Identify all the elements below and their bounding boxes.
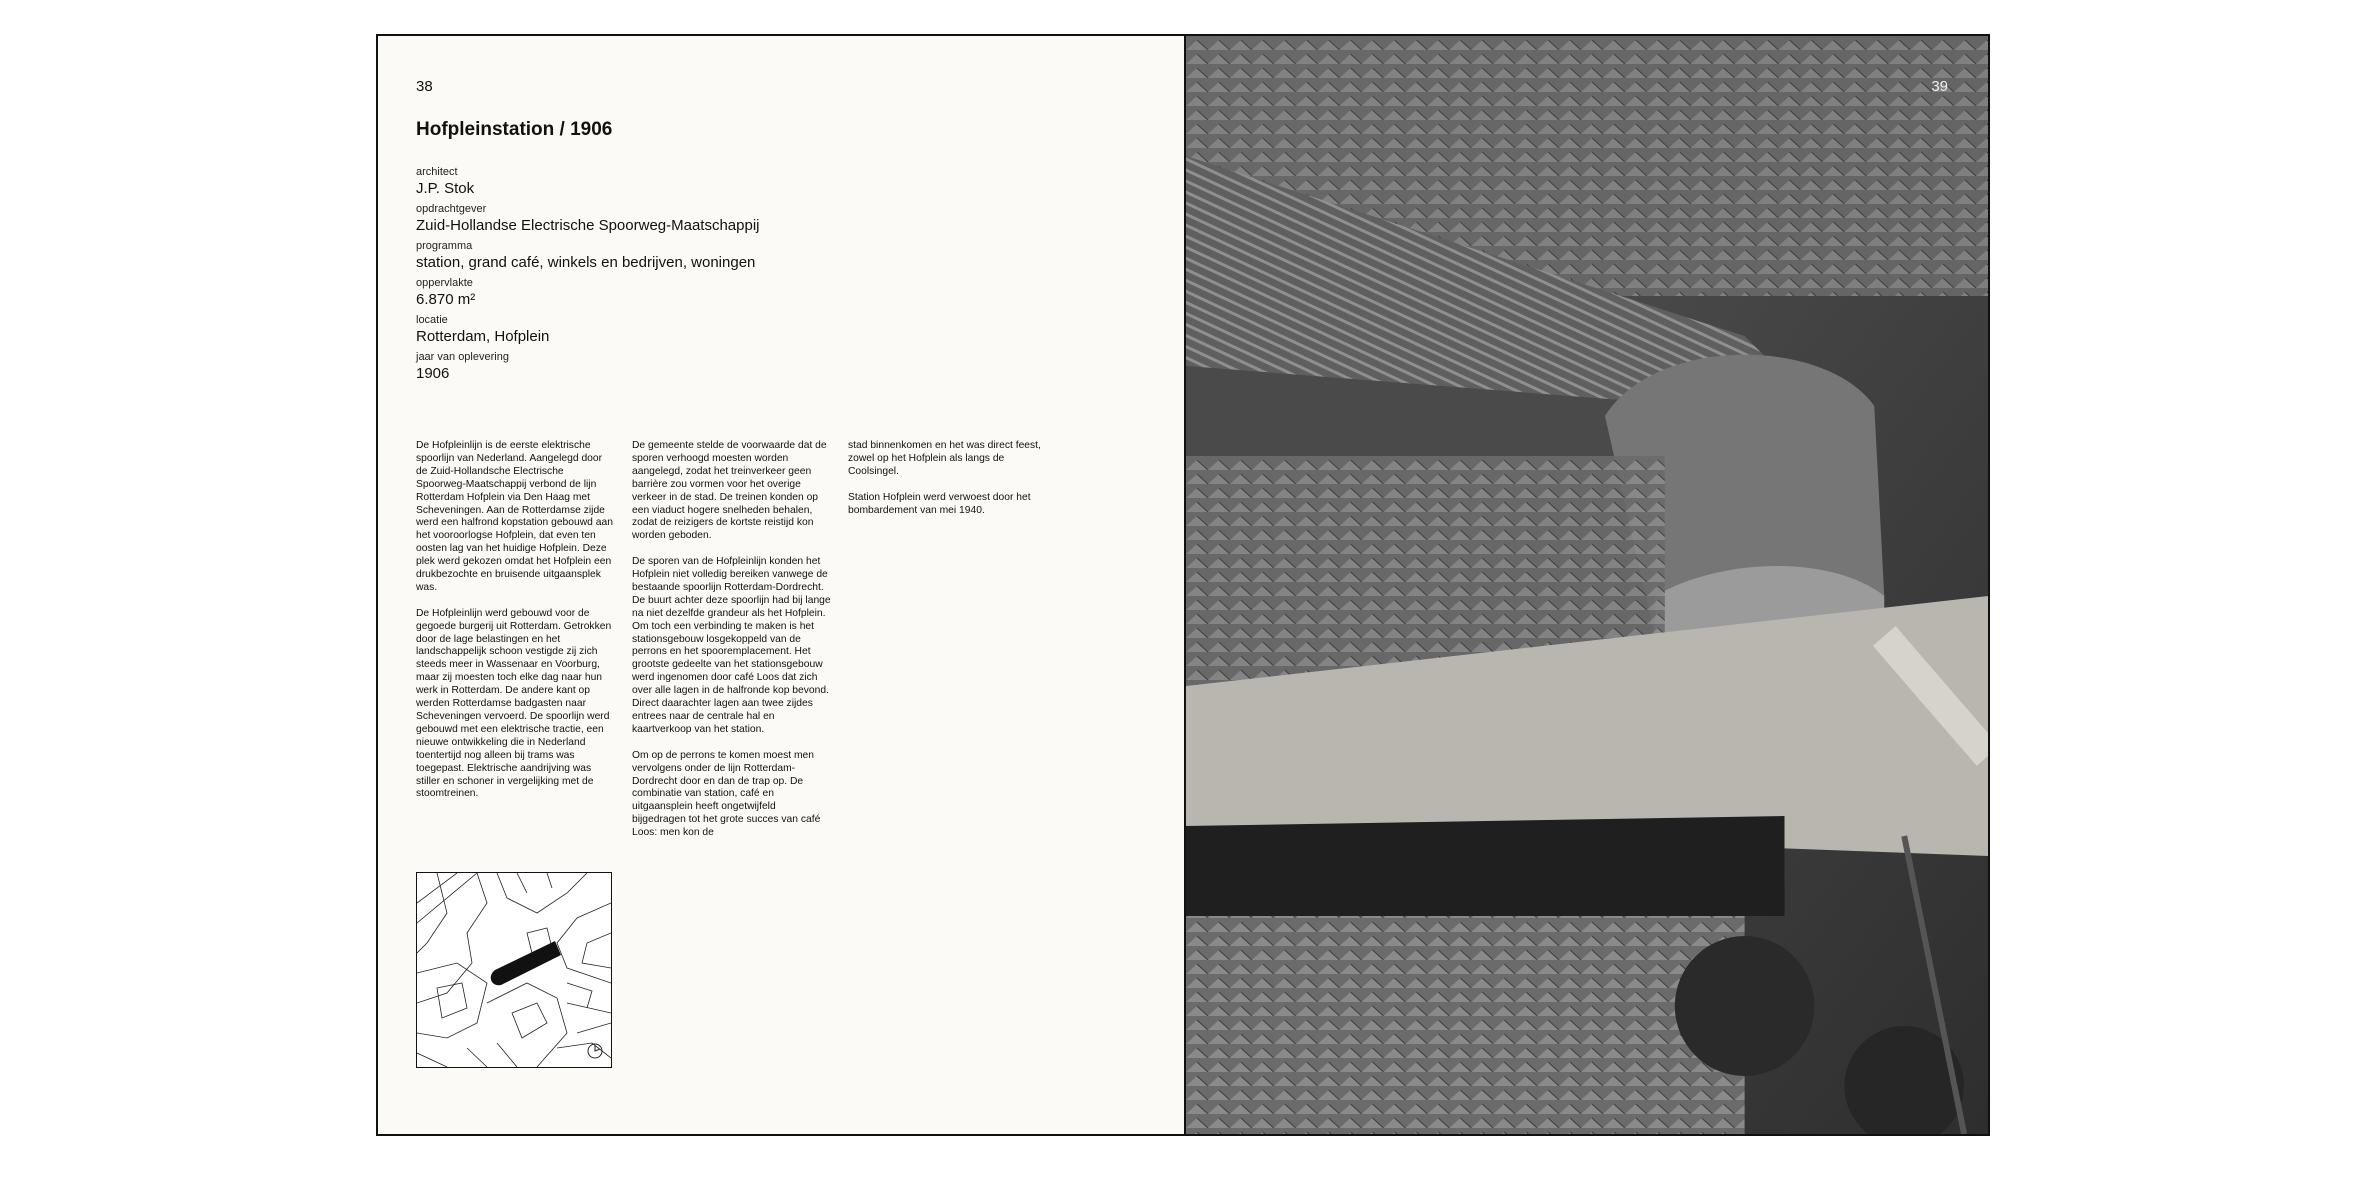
book-spread bbox=[376, 34, 1990, 1136]
paragraph: stad binnenkomen en het was direct feest, zowel op het Hofplein als langs de Coolsingel. bbox=[848, 440, 1041, 477]
station-footprint bbox=[491, 941, 561, 985]
meta-value: 1906 bbox=[416, 365, 450, 382]
meta-label: programma bbox=[416, 240, 473, 252]
meta-area bbox=[416, 277, 836, 309]
meta-year bbox=[416, 351, 836, 383]
meta-program bbox=[416, 240, 836, 272]
meta-label: opdrachtgever bbox=[416, 203, 487, 215]
meta-architect bbox=[416, 166, 836, 198]
meta-location bbox=[416, 314, 836, 346]
text-column-1 bbox=[416, 440, 616, 814]
meta-value: 6.870 m² bbox=[416, 291, 476, 308]
left-page bbox=[378, 36, 1184, 1134]
site-plan-map bbox=[416, 872, 612, 1068]
meta-value: Zuid-Hollandse Electrische Spoorweg-Maatschappij bbox=[416, 217, 760, 234]
aerial-photo bbox=[1186, 36, 1988, 1134]
meta-label: architect bbox=[416, 166, 458, 178]
meta-label: jaar van oplevering bbox=[416, 351, 509, 363]
paragraph: De Hofpleinlijn is de eerste elektrische spoorlijn van Nederland. Aangelegd door de Zuid-Hollandsche Electrische Spoorweg-Maatschappij verbond de lijn Rotterdam Hofplein via Den Haag met Scheveningen. Aan de Rotterdamse zijde werd een halfrond kopstation gebouwd aan het vooroorlogse Hofplein, dat even ten oosten lag van het huidige Hofplein. Deze plek werd gekozen omdat het Hofplein een drukbezochte en bruisende uitgaansplek was. bbox=[416, 440, 613, 593]
meta-value: J.P. Stok bbox=[416, 180, 475, 197]
meta-label: locatie bbox=[416, 314, 448, 326]
paragraph: De gemeente stelde de voorwaarde dat de sporen verhoogd moesten worden aangelegd, zodat het treinverkeer geen barrière zou vormen voor het overige verkeer in de stad. De treinen konden op een viaduct hogere snelheden behalen, zodat de reizigers de kortste reistijd kon worden geboden. bbox=[632, 440, 827, 542]
meta-value: Rotterdam, Hofplein bbox=[416, 328, 550, 345]
paragraph: Station Hofplein werd verwoest door het bombardement van mei 1940. bbox=[848, 491, 1031, 516]
right-page bbox=[1184, 36, 1988, 1134]
meta-value: station, grand café, winkels en bedrijven, woningen bbox=[416, 254, 756, 271]
paragraph: Om op de perrons te komen moest men vervolgens onder de lijn Rotterdam-Dordrecht door en dan de trap op. De combinatie van station, café en uitgaansplein heeft ongetwijfeld bijgedragen tot het grote succes van café Loos: men kon de bbox=[632, 749, 821, 839]
building-metadata bbox=[416, 166, 836, 388]
page-number-left: 38 bbox=[416, 78, 433, 95]
text-column-3 bbox=[848, 440, 1048, 530]
meta-label: oppervlakte bbox=[416, 277, 473, 289]
text-column-2 bbox=[632, 440, 832, 853]
paragraph: De Hofpleinlijn werd gebouwd voor de gegoede burgerij uit Rotterdam. Getrokken door de lage belastingen en het landschappelijk schoon vestigde zij zich steeds meer in Wassenaar en Voorburg, maar zij moesten toch elke dag naar hun werk in Rotterdam. De andere kant op werden Rotterdamse badgasten naar Scheveningen vervoerd. De spoorlijn werd gebouwd met een elektrische tractie, een nieuwe ontwikkeling die in Nederland toentertijd nog alleen bij trams was toegepast. Elektrische aandrijving was stiller en schoner in vergelijking met de stoomtreinen. bbox=[416, 607, 612, 800]
page-title: Hofpleinstation / 1906 bbox=[416, 119, 613, 140]
page-number-right: 39 bbox=[1931, 78, 1948, 95]
meta-client bbox=[416, 203, 836, 235]
paragraph: De sporen van de Hofpleinlijn konden het Hofplein niet volledig bereiken vanwege de bestaande spoorlijn Rotterdam-Dordrecht. De buurt achter deze spoorlijn had bij lange na niet dezelfde grandeur als het Hofplein. Om toch een verbinding te maken is het stationsgebouw losgekoppeld van de perrons en het spooremplacement. Het grootste gedeelte van het stationsgebouw werd ingenomen door café Loos dat zich over alle lagen in de halfronde kop bevond. Direct daarachter lagen aan twee zijdes entrees naar de centrale hal en kaartverkoop van het station. bbox=[632, 556, 831, 735]
site-plan-drawing bbox=[417, 873, 611, 1067]
